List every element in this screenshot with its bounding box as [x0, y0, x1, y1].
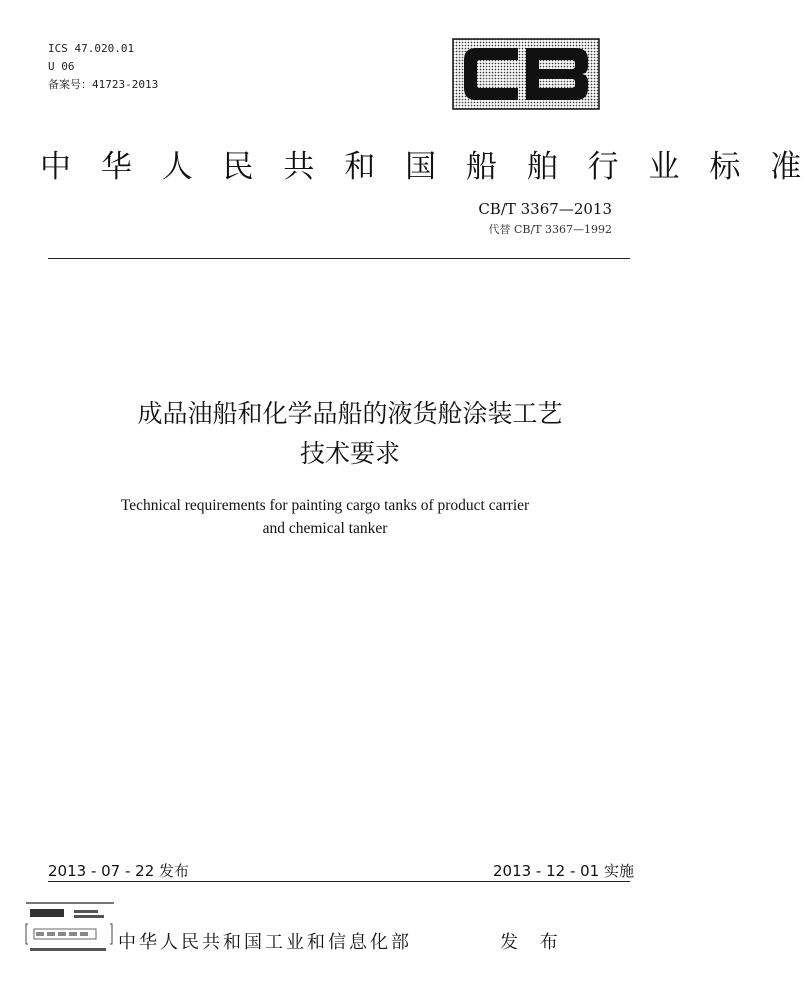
- anti-counterfeit-stamp: [22, 894, 116, 960]
- ccs-code: U 06: [48, 60, 75, 73]
- issue-date: 2013 - 07 - 22 发布: [48, 862, 190, 880]
- cb-logo: [452, 38, 600, 110]
- footer-divider: [48, 881, 630, 882]
- standard-code: CB/T 3367—2013: [478, 200, 612, 218]
- issuing-authority: 中华人民共和国工业和信息化部: [118, 932, 412, 953]
- replaced-standard: 代替 CB/T 3367—1992: [488, 223, 612, 236]
- industry-standard-title: 中 华 人 民 共 和 国 船 舶 行 业 标 准: [40, 149, 811, 185]
- english-title-line-1: Technical requirements for painting cargo tanks of product carrier: [120, 497, 530, 514]
- standard-code-block: [478, 200, 612, 237]
- implementation-date: 2013 - 12 - 01 实施: [492, 862, 634, 880]
- publish-label: 发 布: [500, 932, 566, 953]
- chinese-title-line-1: 成品油船和化学品船的液货舱涂装工艺: [137, 399, 563, 428]
- filing-number: 备案号：41723-2013: [48, 78, 159, 91]
- header-divider: [48, 258, 630, 259]
- english-title-line-2: and chemical tanker: [262, 520, 388, 537]
- ics-code: ICS 47.020.01: [48, 42, 135, 55]
- classification-block: [48, 40, 158, 94]
- chinese-title-line-2: 技术要求: [299, 439, 400, 468]
